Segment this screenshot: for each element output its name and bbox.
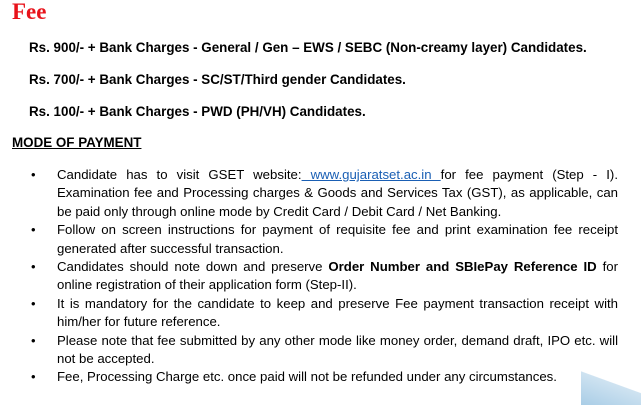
- list-item-text: for fee payment (Step - I). Examination fee and Processing charges & Goods and Services Tax (GST), as applicable, can be paid only through online mode by Credit Card / Debit Card / Net Banking.: [57, 167, 618, 219]
- list-item-text: Candidates should note down and preserve: [57, 259, 329, 275]
- list-item-text: It is mandatory for the candidate to keep and preserve Fee payment transaction receipt with him/her for future reference.: [57, 295, 618, 330]
- list-item: [30, 166, 618, 221]
- list-item-text: Candidate has to visit GSET website:: [57, 167, 302, 182]
- list-item: [30, 221, 618, 258]
- fee-line-general: Rs. 900/- + Bank Charges - General / Gen – EWS / SEBC (Non-creamy layer) Candidates.: [29, 40, 587, 55]
- bullet-icon: •: [31, 332, 36, 348]
- page-title: Fee: [12, 0, 47, 24]
- bullet-icon: •: [31, 222, 36, 238]
- order-number-emphasis: Order Number and SBIePay Reference ID: [328, 259, 597, 275]
- bullet-icon: •: [31, 259, 36, 275]
- gset-website-link[interactable]: www.gujaratset.ac.in: [301, 167, 441, 182]
- fee-line-sc-st: Rs. 700/- + Bank Charges - SC/ST/Third gender Candidates.: [29, 72, 406, 87]
- bullet-icon: •: [31, 369, 36, 385]
- list-item-text: Fee, Processing Charge etc. once paid will not be refunded under any circumstances.: [57, 369, 557, 385]
- list-item-text: for online registration of their application form (Step-II).: [57, 259, 618, 293]
- list-item-text: Please note that fee submitted by any other mode like money order, demand draft, IPO etc. will not be accepted.: [57, 332, 618, 367]
- mode-of-payment-heading: MODE OF PAYMENT: [12, 135, 142, 150]
- list-item-text: Follow on screen instructions for payment of requisite fee and print examination fee receipt generated after successful transaction.: [57, 222, 618, 256]
- fee-line-pwd: Rs. 100/- + Bank Charges - PWD (PH/VH) Candidates.: [29, 104, 366, 119]
- bullet-icon: •: [31, 295, 36, 311]
- list-item: [30, 332, 618, 369]
- list-item: [30, 295, 618, 332]
- list-item: [30, 258, 618, 295]
- payment-instructions-list: [30, 166, 618, 387]
- list-item: [30, 368, 618, 386]
- page-corner-decoration: [581, 365, 641, 405]
- bullet-icon: •: [31, 167, 36, 182]
